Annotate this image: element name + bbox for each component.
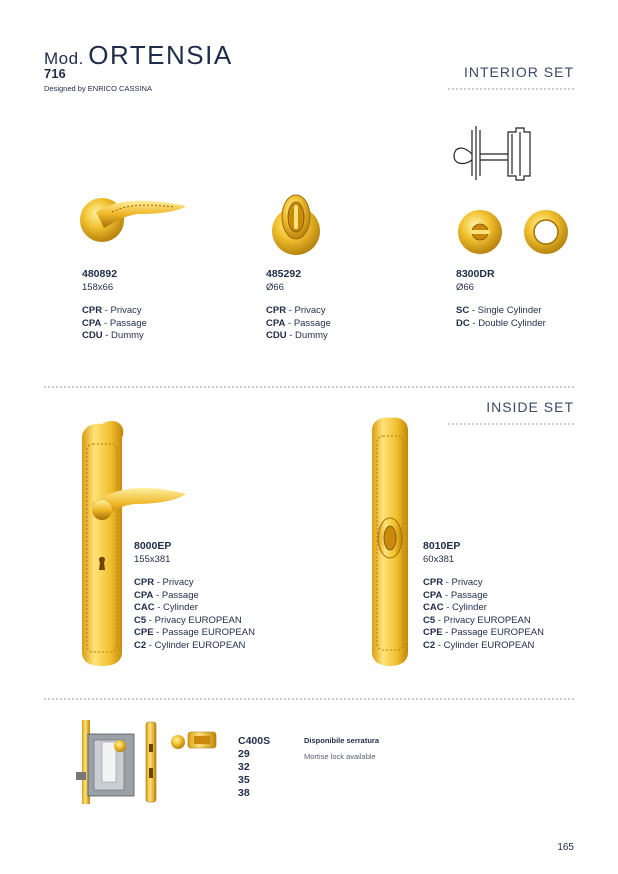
profile-drawing-image xyxy=(452,124,534,182)
mortise-availability xyxy=(304,736,379,761)
product-dimension: 60x381 xyxy=(423,554,455,565)
option-item: CDU - Dummy xyxy=(266,330,328,342)
model-name: ORTENSIA xyxy=(88,40,233,70)
page-number: 165 xyxy=(557,842,574,853)
option-item: CPR - Privacy xyxy=(134,577,194,588)
mortise-code: C400S xyxy=(238,735,271,747)
privacy-rosette-image xyxy=(270,193,322,257)
option-item: C5 - Privacy EUROPEAN xyxy=(423,614,531,626)
product-code: 8000EP xyxy=(134,540,172,552)
option-item: CPE - Passage EUROPEAN xyxy=(134,627,255,639)
product-dimension: 158x66 xyxy=(82,282,114,293)
option-item: C2 - Cylinder EUROPEAN xyxy=(423,639,535,651)
inside-set-title: INSIDE SET xyxy=(486,399,574,415)
option-item: CPA - Passage xyxy=(134,589,199,601)
mortise-size: 32 xyxy=(238,761,250,773)
model-prefix: Mod. xyxy=(44,49,84,68)
product-8000ep xyxy=(134,540,255,653)
product-485292 xyxy=(266,268,331,343)
option-item: DC - Double Cylinder xyxy=(456,317,546,329)
product-options xyxy=(266,305,331,343)
interior-set-title: INTERIOR SET xyxy=(463,64,574,80)
mortise-lock-image xyxy=(76,718,220,804)
option-item: CPA - Passage xyxy=(266,317,331,329)
mortise-size: 38 xyxy=(238,787,250,799)
product-480892 xyxy=(82,268,147,343)
product-8300dr xyxy=(456,268,546,330)
option-item: C5 - Privacy EUROPEAN xyxy=(134,614,242,626)
option-item: CDU - Dummy xyxy=(82,330,144,342)
option-item: CPA - Passage xyxy=(82,317,147,329)
section-divider xyxy=(44,698,574,700)
option-item: CAC - Cylinder xyxy=(134,602,198,614)
mortise-size: 29 xyxy=(238,748,250,760)
deadbolt-rosettes-image xyxy=(456,208,576,256)
option-item: CPE - Passage EUROPEAN xyxy=(423,627,544,639)
option-item: CPR - Privacy xyxy=(266,305,326,316)
option-item: CPR - Privacy xyxy=(423,577,483,588)
option-item: CPR - Privacy xyxy=(82,305,142,316)
option-item: C2 - Cylinder EUROPEAN xyxy=(134,639,246,651)
product-options xyxy=(134,577,255,653)
product-dimension: Ø66 xyxy=(266,282,284,293)
interior-set-underline xyxy=(448,88,574,90)
option-item: CPA - Passage xyxy=(423,589,488,601)
product-code: 485292 xyxy=(266,268,302,280)
option-item: SC - Single Cylinder xyxy=(456,305,542,316)
lever-handle-image xyxy=(78,190,188,246)
product-dimension: 155x381 xyxy=(134,554,171,565)
model-title xyxy=(44,40,233,71)
product-options xyxy=(82,305,147,343)
inside-set-underline xyxy=(448,423,574,425)
product-code: 8010EP xyxy=(423,540,461,552)
section-divider xyxy=(44,386,574,388)
designer-credit: Designed by ENRICO CASSINA xyxy=(44,84,152,93)
option-item: CAC - Cylinder xyxy=(423,602,487,614)
product-code: 480892 xyxy=(82,268,118,280)
mortise-size: 35 xyxy=(238,774,250,786)
product-options xyxy=(456,305,546,330)
product-options xyxy=(423,577,544,653)
product-8010ep xyxy=(423,540,544,653)
mortise-cylinder-codes xyxy=(238,735,270,800)
product-code: 8300DR xyxy=(456,268,495,280)
model-code: 716 xyxy=(44,66,66,81)
mortise-availability-title: Disponibile serratura xyxy=(304,736,380,745)
backplate-privacy-image xyxy=(370,414,410,668)
mortise-availability-subtitle: Mortise lock available xyxy=(304,752,376,761)
product-dimension: Ø66 xyxy=(456,282,474,293)
